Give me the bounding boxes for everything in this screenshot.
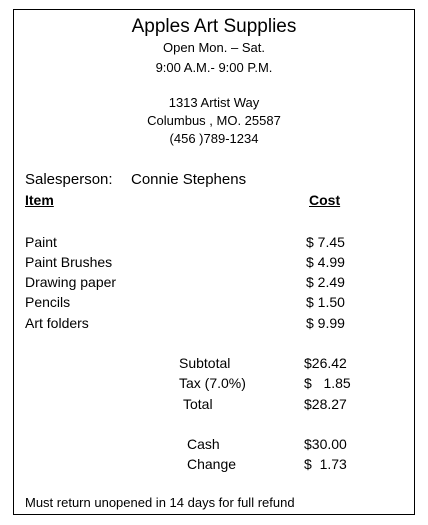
receipt: [13, 9, 415, 515]
store-hours-days: Open Mon. – Sat.: [163, 40, 265, 55]
salesperson-label: Salesperson:: [25, 171, 113, 188]
store-address-street: 1313 Artist Way: [168, 95, 260, 110]
subtotal-value: $26.42: [304, 355, 347, 371]
change-label: Change: [187, 456, 237, 472]
line-item-name: Art folders: [25, 315, 89, 331]
line-item-cost: $ 1.50: [306, 294, 345, 310]
cash-label: Cash: [187, 436, 220, 452]
line-item-name: Paint Brushes: [25, 254, 113, 270]
line-item-cost: $ 2.49: [306, 274, 345, 290]
subtotal-label: Subtotal: [179, 355, 231, 371]
refund-policy: Must return unopened in 14 days for full refund: [25, 495, 295, 510]
store-address-city: Columbus , MO. 25587: [147, 113, 281, 128]
cash-value: $30.00: [304, 436, 347, 452]
line-item-cost: $ 7.45: [306, 234, 345, 250]
line-item-name: Paint: [25, 234, 57, 250]
tax-value: $ 1.85: [304, 375, 351, 391]
store-name: Apples Art Supplies: [131, 16, 297, 37]
line-item-name: Pencils: [25, 294, 71, 310]
column-header-cost: Cost: [309, 192, 341, 208]
line-item-cost: $ 9.99: [306, 315, 345, 331]
line-item-name: Drawing paper: [25, 274, 117, 290]
tax-label: Tax (7.0%): [179, 375, 246, 391]
total-label: Total: [183, 396, 213, 412]
change-value: $ 1.73: [304, 456, 347, 472]
salesperson-name: Connie Stephens: [131, 171, 247, 188]
store-hours-time: 9:00 A.M.- 9:00 P.M.: [155, 60, 273, 75]
store-phone: (456 )789-1234: [169, 131, 259, 146]
line-item-cost: $ 4.99: [306, 254, 345, 270]
total-value: $28.27: [304, 396, 347, 412]
column-header-item: Item: [25, 192, 54, 208]
